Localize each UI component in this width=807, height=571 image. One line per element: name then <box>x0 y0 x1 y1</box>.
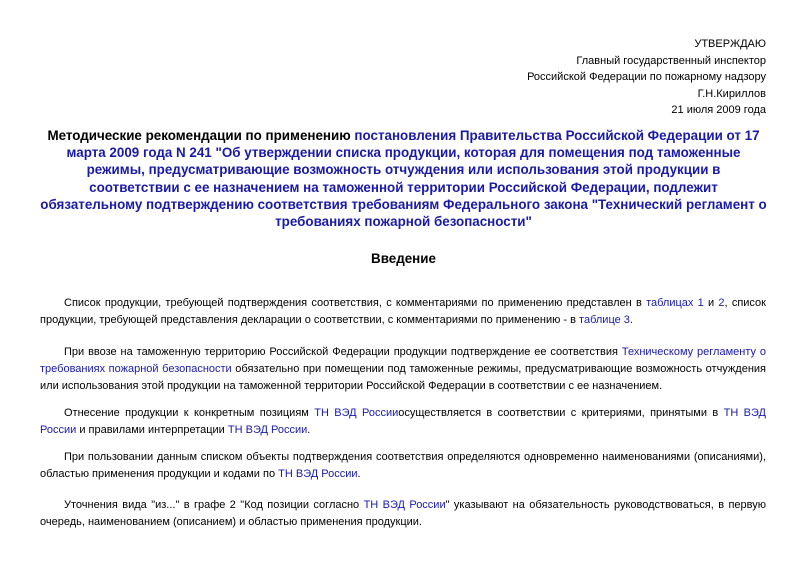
approver-organization: Российской Федерации по пожарному надзору <box>527 71 766 84</box>
paragraph-text: . <box>307 423 311 436</box>
paragraph-text: При пользовании данным списком объекты подтверждения соответствия определяются одновременно наименованиями (описаниями), областью применения продукции и кодами по <box>40 451 766 480</box>
paragraph-2 <box>40 344 766 394</box>
paragraph-text: обязательно при помещении под таможенные режимы, предусматривающие возможность отчуждения или использования этой продукции на таможенной территории Российской Федерации в соответствии с ее назначением. <box>40 362 766 392</box>
paragraph-text: и <box>703 297 719 309</box>
approval-heading: УТВЕРЖДАЮ <box>694 38 766 50</box>
title-prefix: Методические рекомендации по применению <box>47 128 355 143</box>
paragraph-text: осуществляется в соответствии с критериями, принятыми в <box>398 407 724 419</box>
paragraph-text: Список продукции, требующей подтверждения соответствия, с комментариями по применению представлен в <box>64 297 647 309</box>
paragraph-text: . <box>629 313 633 326</box>
link-tech-regulation[interactable]: Техническому регламенту о требованиях пожарной безопасности <box>40 346 767 375</box>
link-tn-ved[interactable]: ТН ВЭД России <box>314 407 399 419</box>
link-tn-ved[interactable]: ТН ВЭД России <box>40 407 766 436</box>
link-tn-ved[interactable]: ТН ВЭД России <box>363 499 446 511</box>
approval-date: 21 июля 2009 года <box>671 104 766 117</box>
title-decree-link[interactable]: постановления Правительства Российской Федерации от 17 марта 2009 года N 241 "Об утверждении списка продукции, которая для помещения под таможенные режимы, предусматривающие возможность отчуждения или использования этой продукции в соответствии с ее назначением на таможенной территории Российской Федерации, подлежит обязательному подтверждению соответствия требованиям Федерального закона "Технический регламент о требованиях пожарной безопасности" <box>40 128 767 230</box>
paragraph-3 <box>40 405 766 439</box>
paragraph-text: Уточнения вида "из..." в графе 2 "Код позиции согласно <box>64 499 364 511</box>
link-tn-ved[interactable]: ТН ВЭД России <box>278 467 358 480</box>
paragraph-text: " указывают на обязательность руководствоваться, в первую очередь, наименованием (описанием) и областью применения продукции. <box>40 499 766 528</box>
link-table-3[interactable]: таблице 3 <box>579 313 630 326</box>
paragraph-text: и правилами интерпретации <box>76 423 228 436</box>
paragraph-text: , список продукции, требующей представления декларации о соответствии, с комментариями по применению - в <box>40 297 766 326</box>
paragraph-text: Отнесение продукции к конкретным позициям <box>64 407 315 419</box>
paragraph-text: . <box>357 467 361 480</box>
approver-position: Главный государственный инспектор <box>576 54 766 67</box>
link-tn-ved[interactable]: ТН ВЭД России <box>227 423 308 436</box>
approver-name: Г.Н.Кириллов <box>697 87 766 100</box>
paragraph-text: При ввозе на таможенную территорию Российской Федерации продукции подтверждение ее соответствия <box>64 346 622 358</box>
document-title <box>40 127 767 230</box>
paragraph-4 <box>40 449 766 483</box>
section-heading: Введение <box>371 251 436 266</box>
link-table-2[interactable]: 2 <box>718 297 725 309</box>
paragraph-5 <box>40 497 766 531</box>
paragraph-1 <box>40 295 766 329</box>
link-table-1[interactable]: таблицах 1 <box>646 297 704 309</box>
approval-block <box>527 36 766 119</box>
